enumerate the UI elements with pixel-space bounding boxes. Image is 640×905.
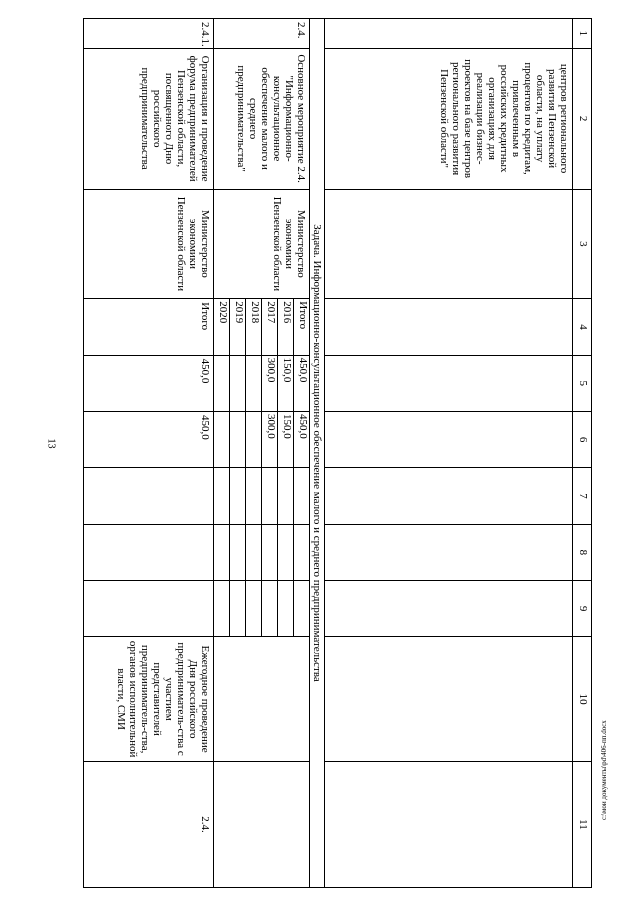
value-cell: 450,0 [294, 356, 310, 411]
task-title: Задача. Информационно-консультационное обеспечение малого и среднего предпринимательства [310, 19, 325, 888]
value-cell: 150,0 [278, 356, 294, 411]
col-header-4: 4 [573, 299, 592, 355]
footer-file-path: с:\мои документы\pd\406-пп.docx [600, 720, 608, 820]
col-header-8: 8 [573, 524, 592, 580]
cell-name: центров регионального развития Пензенской области, на уплату процентов по кредитам, привлеченным в российских кредитных организациях для реализации бизнес-проектов на базе центров регионального развития Пензенской области" [325, 48, 573, 189]
year-label: 2018 [246, 299, 262, 354]
cell-name: Основное мероприятие 2.4. "Информационно-консультационное обеспечение малого и среднего предпринимательства" [214, 48, 310, 189]
value-cell [230, 412, 246, 467]
cell-col9 [214, 580, 310, 636]
value-cell [214, 356, 230, 411]
year-label: 2019 [230, 299, 246, 354]
col-header-6: 6 [573, 411, 592, 467]
col-header-9: 9 [573, 580, 592, 636]
value-cell: 450,0 [294, 412, 310, 467]
program-table [83, 18, 592, 888]
cell-name: Организация и проведение форума предпринимателей Пензенской области, посвященного Дню российского предпринимательства [84, 48, 214, 189]
page-number: 13 [45, 438, 57, 449]
year-label: 2017 [262, 299, 278, 354]
value-cell: 150,0 [278, 412, 294, 467]
cell-num: 2.4.1. [84, 19, 214, 49]
cell-col7 [214, 468, 310, 524]
cell-col11: 2.4. [84, 761, 214, 887]
cell-col5: 450,0 [84, 355, 214, 411]
cell-executor: Министерство экономики Пензенской области [214, 189, 310, 299]
value-cell [246, 412, 262, 467]
col-header-11: 11 [573, 761, 592, 887]
task-row [310, 19, 325, 888]
table-row-continuation [325, 19, 573, 888]
col-header-7: 7 [573, 468, 592, 524]
value-cell [214, 412, 230, 467]
cell-executor: Министерство экономики Пензенской области [84, 189, 214, 299]
value-cell [230, 356, 246, 411]
cell-col8 [214, 524, 310, 580]
table-row-2-4-1 [84, 19, 214, 888]
year-label: Итого [294, 299, 310, 354]
cell-col6 [214, 411, 310, 467]
year-label: 2016 [278, 299, 294, 354]
cell-num: 2.4. [214, 19, 310, 49]
col-header-1: 1 [573, 19, 592, 49]
col-header-10: 10 [573, 637, 592, 762]
col-header-5: 5 [573, 355, 592, 411]
cell-col6: 450,0 [84, 411, 214, 467]
value-cell [246, 356, 262, 411]
rotated-table-sheet [80, 18, 592, 888]
col-header-2: 2 [573, 48, 592, 189]
value-cell: 300,0 [262, 412, 278, 467]
table-row-2-4 [214, 19, 310, 888]
year-label: 2020 [217, 301, 229, 324]
col-header-3: 3 [573, 189, 592, 299]
cell-years [214, 299, 310, 355]
value-cell: 300,0 [262, 356, 278, 411]
cell-col5 [214, 355, 310, 411]
header-row [573, 19, 592, 888]
cell-result: Ежегодное проведение Дня российского предприниматель-ства с участием представителей предприниматель-ства, органов исполнительной власти, СМИ [84, 637, 214, 762]
cell-year: Итого [84, 299, 214, 355]
